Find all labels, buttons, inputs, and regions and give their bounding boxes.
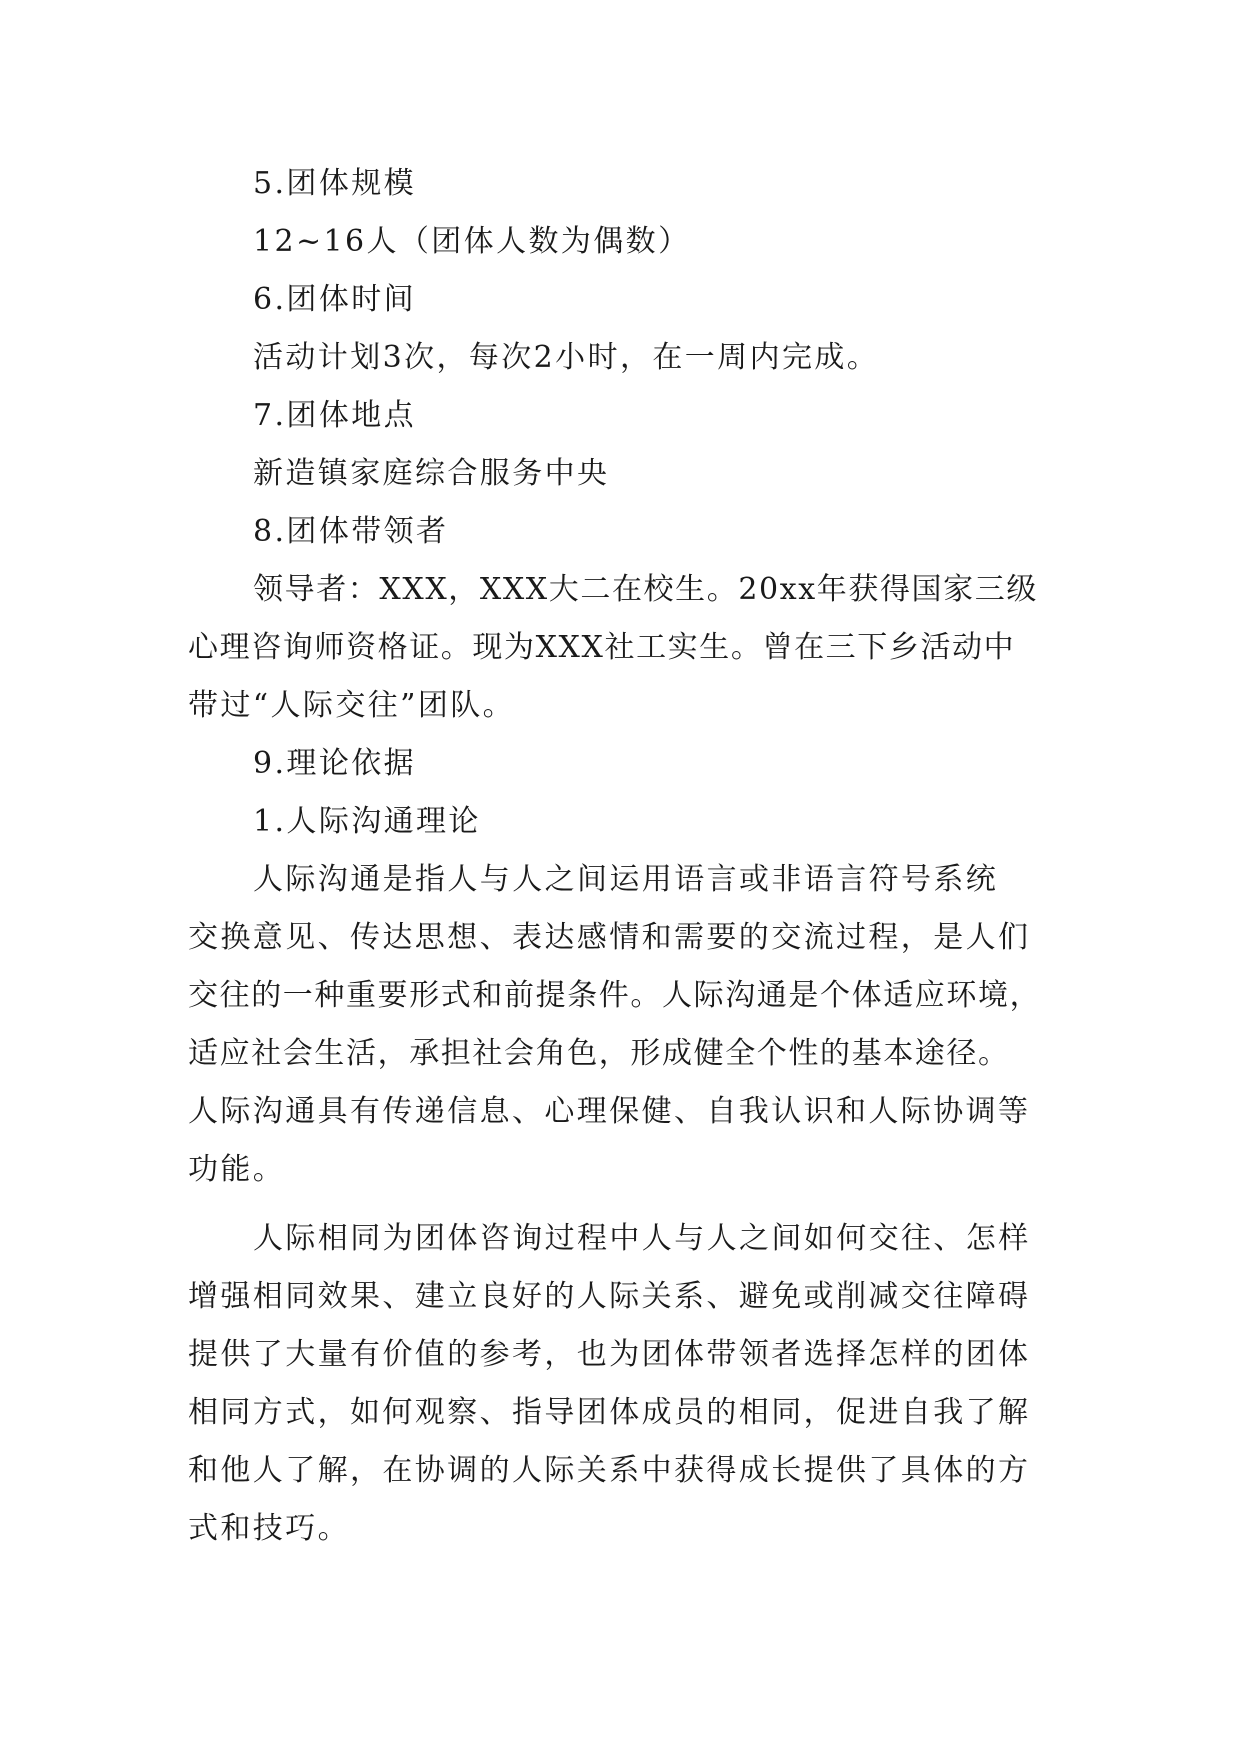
paragraph-interaction-line: 人际相同为团体咨询过程中人与人之间如何交往、怎样	[253, 1221, 1031, 1256]
paragraph-communication-line: 人际沟通具有传递信息、心理保健、自我认识和人际协调等	[188, 1094, 1031, 1129]
paragraph-group-time: 活动计划3次，每次2小时，在一周内完成。	[253, 340, 880, 375]
heading-group-size: 5.团体规模	[253, 166, 417, 201]
heading-group-time: 6.团体时间	[253, 282, 417, 317]
paragraph-group-location: 新造镇家庭综合服务中央	[253, 456, 610, 491]
paragraph-interaction-line: 相同方式，如何观察、指导团体成员的相同，促进自我了解	[188, 1395, 1031, 1430]
heading-group-location: 7.团体地点	[253, 398, 417, 433]
paragraph-interaction-line: 增强相同效果、建立良好的人际关系、避免或削减交往障碍	[188, 1279, 1031, 1314]
paragraph-interaction-line: 和他人了解，在协调的人际关系中获得成长提供了具体的方	[188, 1453, 1031, 1488]
paragraph-interaction-line: 式和技巧。	[188, 1511, 350, 1546]
paragraph-communication-line: 交换意见、传达思想、表达感情和需要的交流过程，是人们	[188, 920, 1031, 955]
paragraph-interaction-line: 提供了大量有价值的参考，也为团体带领者选择怎样的团体	[188, 1337, 1031, 1372]
paragraph-leader-line: 心理咨询师资格证。现为XXX社工实生。曾在三下乡活动中	[188, 630, 1016, 665]
paragraph-communication-line: 交往的一种重要形式和前提条件。人际沟通是个体适应环境，	[188, 978, 1042, 1013]
heading-communication-theory: 1.人际沟通理论	[253, 804, 481, 839]
paragraph-communication-line: 适应社会生活，承担社会角色，形成健全个性的基本途径。	[188, 1036, 1010, 1071]
heading-group-leader: 8.团体带领者	[253, 514, 449, 549]
paragraph-group-size: 12~16人（团体人数为偶数）	[253, 224, 691, 259]
paragraph-leader-line: 带过“人际交往”团队。	[188, 688, 516, 723]
paragraph-communication-line: 功能。	[188, 1152, 286, 1187]
paragraph-communication-line: 人际沟通是指人与人之间运用语言或非语言符号系统	[253, 862, 999, 897]
paragraph-leader-line: 领导者：XXX，XXX大二在校生。20xx年获得国家三级	[253, 572, 1038, 607]
heading-theory-basis: 9.理论依据	[253, 746, 417, 781]
